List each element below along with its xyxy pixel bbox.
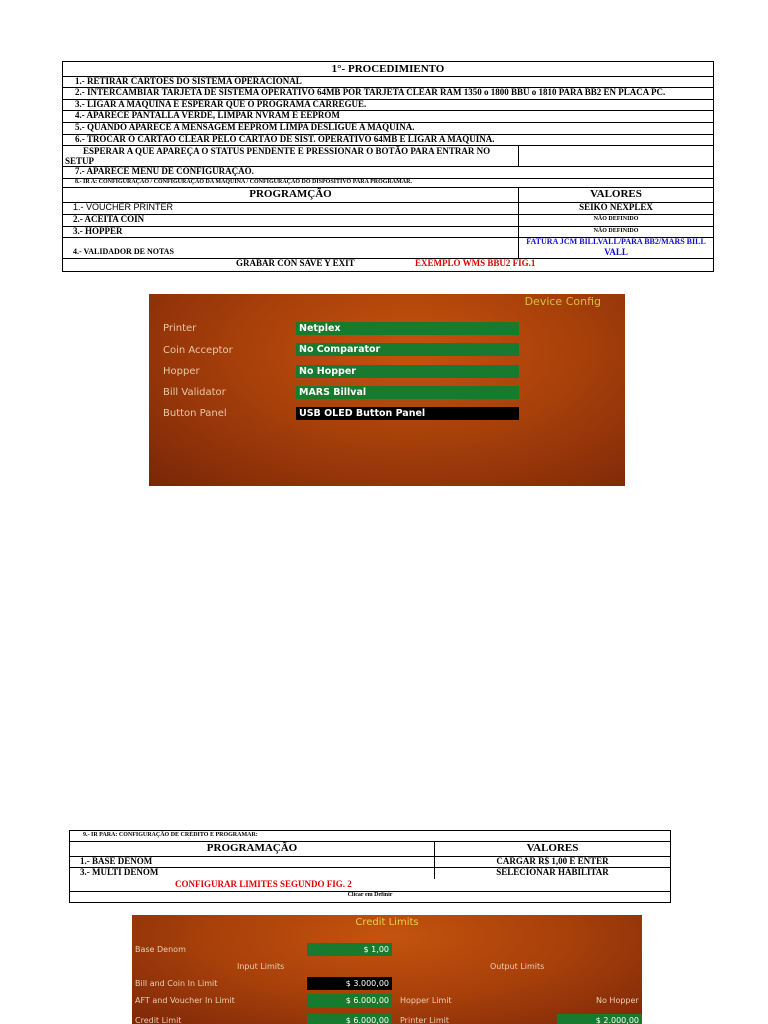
columns-header [70, 841, 670, 857]
step-5: 5.- QUANDO APARECE A MENSAGEM EEPROM LIMPA DESLIGUE A MÁQUINA. [63, 122, 713, 135]
procedure-table [62, 61, 714, 272]
button-panel-label: Button Panel [163, 408, 227, 419]
table-row: 2.- ACEITA COIN NÃO DEFINIDO [63, 214, 713, 227]
printer-label: Printer [163, 323, 197, 334]
procedure-title: 1°- PROCEDIMIENTO [63, 62, 713, 77]
table-row: 3.- MULTI DENOM SELECIONAR HABILITAR [80, 867, 609, 877]
col-program-header: PROGRAMAÇÃO [206, 842, 298, 854]
save-instruction: GRABAR CON SAVE Y EXIT [236, 258, 355, 268]
step-1: 1.- RETIRAR CARTÕES DO SISTEMA OPERACIONAL [63, 76, 713, 88]
bill-coin-limit-value[interactable]: $ 3.000,00 [307, 977, 392, 990]
step-wait-line2: SETUP [65, 156, 95, 166]
device-config-title: Device Config [524, 295, 601, 308]
bill-validator-value[interactable]: MARS Billval [296, 386, 519, 399]
printer-value[interactable]: Netplex [296, 322, 519, 335]
base-denom-label: Base Denom [135, 945, 186, 954]
printer-limit-value[interactable]: $ 2.000,00 [557, 1014, 642, 1024]
divider [518, 145, 519, 166]
credit-config-table [69, 830, 671, 903]
aft-voucher-limit-label: AFT and Voucher In Limit [135, 996, 235, 1005]
step-3: 3.- LIGAR A MAQUINA E ESPERAR QUE O PROGRAMA CARREGUE. [63, 99, 713, 111]
base-denom-value[interactable]: $ 1,00 [307, 943, 392, 956]
table-row: 3.- HOPPER NÃO DEFINIDO [63, 226, 713, 238]
hopper-value[interactable]: No Hopper [296, 365, 519, 378]
credit-limit-label: Credit Limit [135, 1016, 182, 1024]
col-values-header: VALORES [590, 188, 642, 200]
footer-row [63, 258, 713, 270]
step-4: 4.- APARECE PANTALLA VERDE, LIMPAR NVRAM E EEPROM [63, 110, 713, 123]
bill-coin-limit-label: Bill and Coin In Limit [135, 979, 218, 988]
col-values-header: VALORES [526, 842, 579, 854]
credit-limits-title: Credit Limits [355, 917, 419, 928]
hopper-limit-value: No Hopper [596, 996, 639, 1005]
columns-header [63, 187, 713, 203]
step-2: 2.- INTERCAMBIAR TARJETA DE SISTEMA OPERATIVO 64MB POR TARJETA CLEAR RAM 1350 o 1800 BBU o 1810 PARA BB2 EN PLACA PC. [63, 87, 713, 100]
output-limits-heading: Output Limits [490, 962, 545, 971]
aft-voucher-limit-value[interactable]: $ 6.000,00 [307, 994, 392, 1007]
input-limits-heading: Input Limits [237, 962, 285, 971]
step-8: 8.- IR A: CONFIGURAÇÃO / CONFIGURAÇÃO DA MÁQUINA / CONFIGURAÇÃO DO DISPOSITIVO PARA PROGRAMAR. [63, 178, 713, 188]
table-row: 4.- VALIDADOR DE NOTAS FATURA JCM BILLVALL/PARA BB2/MARS BILL VALL [63, 237, 713, 259]
credit-limit-value[interactable]: $ 6.000,00 [307, 1014, 392, 1024]
hopper-limit-label: Hopper Limit [400, 996, 452, 1005]
define-instruction: Clicar em Definir [347, 892, 393, 898]
configure-limits-note: CONFIGURAR LIMITES SEGUNDO FIG. 2 [175, 879, 352, 889]
credit-heading: 9.- IR PARA: CONFIGURAÇÃO DE CRÉDITO E PROGRAMAR: [70, 831, 670, 842]
step-wait-line1: ESPERAR A QUE APAREÇA O STATUS PENDENTE E PRESSIONAR O BOTÃO PARA ENTRAR NO [83, 146, 491, 156]
step-6: 6.- TROCAR O CARTÃO CLEAR PELO CARTÃO DE SIST. OPERATIVO 64MB E LIGAR A MÁQUINA. [63, 134, 713, 146]
printer-limit-label: Printer Limit [400, 1016, 449, 1024]
step-wait-row [63, 145, 713, 167]
button-panel-value[interactable]: USB OLED Button Panel [296, 407, 519, 420]
table-row: 1.- BASE DENOM CARGAR R$ 1,00 E ENTER [70, 856, 670, 868]
hopper-label: Hopper [163, 366, 200, 377]
example-reference: EXEMPLO WMS BBU2 FIG.1 [415, 258, 536, 268]
credit-limits-screen [132, 915, 642, 1024]
device-config-screen [149, 294, 625, 486]
bill-validator-label: Bill Validator [163, 387, 226, 398]
coin-acceptor-label: Coin Acceptor [163, 345, 233, 356]
step-7: 7.- APARECE MENU DE CONFIGURAÇÃO. [63, 166, 713, 179]
table-row: 1.- VOUCHER PRINTER SEIKO NEXPLEX [63, 202, 713, 215]
coin-acceptor-value[interactable]: No Comparator [296, 343, 519, 356]
col-program-header: PROGRAMÇÃO [249, 188, 332, 200]
